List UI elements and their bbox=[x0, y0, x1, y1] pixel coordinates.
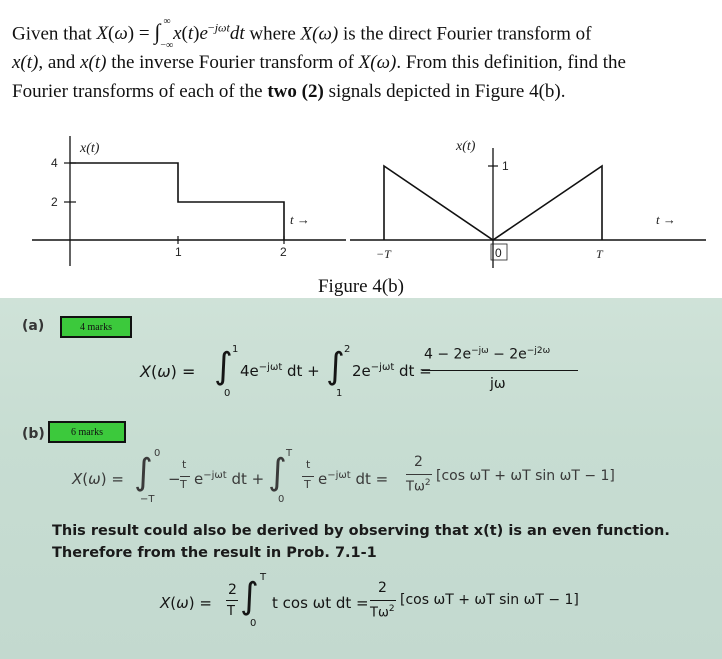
part-b-text-line-2: Therefore from the result in Prob. 7.1-1 bbox=[52, 545, 377, 561]
solution-panel bbox=[0, 298, 722, 659]
part-b-marks-badge: 6 marks bbox=[48, 421, 126, 443]
symbol-X-omega: X(ω) bbox=[358, 52, 397, 74]
x-axis-label: t → bbox=[290, 212, 310, 227]
part-b-label: (b) bbox=[22, 426, 45, 442]
symbol-x-t: x(t) bbox=[80, 52, 107, 74]
question-text-segment: is the direct Fourier transform of bbox=[338, 23, 592, 45]
part-b-text-line-1: This result could also be derived by observing that x(t) is an even function. bbox=[52, 523, 670, 539]
x-tick-label-2: 2 bbox=[280, 245, 287, 259]
x-tick-label-zero: 0 bbox=[495, 246, 502, 260]
part-a-formula: X(ω) = ∫ 1 0 $4e^{-j\omega t}$ dt + ∫ 2 1 $2e^{-j\omega t}$ dt = $4 - 2e^{-j\omega} - 2e^{-j2\omega}$ jω bbox=[140, 340, 700, 404]
question-text-segment: the inverse Fourier transform of bbox=[106, 52, 359, 74]
y-axis-label: x(t) bbox=[80, 141, 100, 156]
question-text-segment: Given that bbox=[12, 23, 97, 45]
question-text bbox=[12, 14, 712, 106]
question-line-1 bbox=[12, 14, 712, 52]
x-tick-label-1: 1 bbox=[175, 245, 182, 259]
left-signal-plot bbox=[28, 136, 348, 270]
question-line-2 bbox=[12, 48, 712, 77]
x-tick-label-neg-T: −T bbox=[376, 247, 391, 261]
peak-label: 1 bbox=[502, 159, 509, 173]
x-tick-label-T: T bbox=[596, 247, 603, 261]
part-a-marks-badge: 4 marks bbox=[60, 316, 132, 338]
figure-caption: Figure 4(b) bbox=[317, 276, 404, 297]
y-tick-label-4: 4 bbox=[51, 156, 58, 170]
signal-trace bbox=[70, 163, 284, 240]
symbol-x-t: x(t) bbox=[12, 52, 39, 74]
x-axis-label: t → bbox=[656, 212, 676, 227]
y-axis-label: x(t) bbox=[456, 139, 476, 154]
symbol-X-omega: X(ω) bbox=[300, 23, 339, 45]
part-a-label: (a) bbox=[22, 318, 45, 334]
right-signal-plot bbox=[350, 136, 710, 270]
part-b-formula-1: X(ω) = ∫ 0 −T − t T $e^{-j\omega t}$ dt + ∫ T 0 t T $e^{-j\omega t}$ dt = 2 $T\omega^2$ [cos ωT + ωT sin ωT − 1] bbox=[72, 448, 615, 505]
fourier-definition-formula: X(ω) = ∫ ∞ −∞ $x(t)e^{-j\omega t}dt$ bbox=[96, 16, 245, 52]
question-text-segment: Fourier transforms of each of the bbox=[12, 81, 268, 103]
question-text-segment: . From this definition, find the bbox=[396, 52, 626, 74]
question-text-segment: signals depicted in Figure 4(b). bbox=[323, 81, 566, 103]
question-text-segment: , and bbox=[38, 52, 81, 74]
question-text-segment: where bbox=[244, 23, 301, 45]
y-tick-label-2: 2 bbox=[51, 195, 58, 209]
question-line-3 bbox=[12, 77, 712, 106]
part-b-formula-2: X(ω) = 2 T ∫ T 0 t cos ωt dt = 2 $T\omega^2$ [cos ωT + ωT sin ωT − 1] bbox=[160, 572, 579, 629]
question-bold-count: two (2) bbox=[267, 81, 324, 103]
